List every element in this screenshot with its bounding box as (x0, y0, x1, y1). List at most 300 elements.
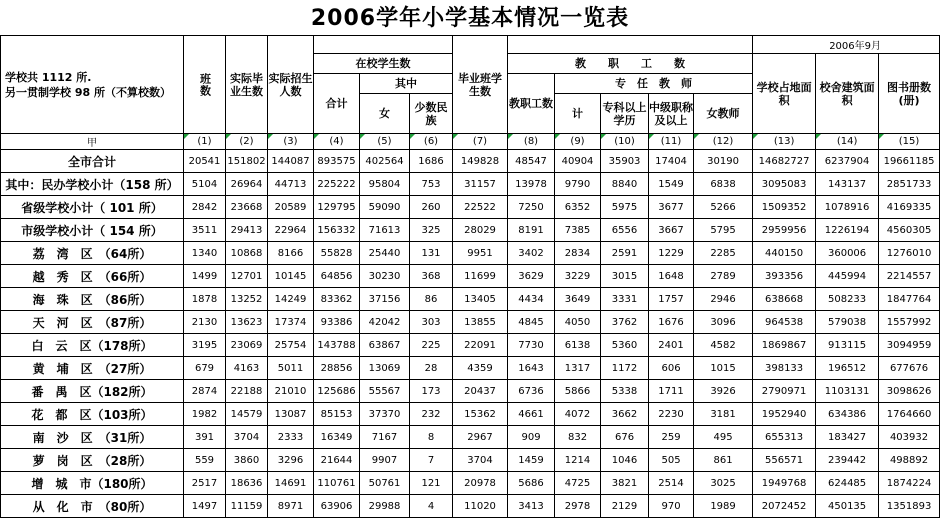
table-cell[interactable]: 1499 (184, 265, 226, 288)
row-label: 天 河 区 （87所） (1, 311, 184, 334)
table-cell[interactable]: 624485 (816, 472, 879, 495)
table-cell[interactable]: 3926 (694, 380, 753, 403)
table-cell[interactable]: 2514 (649, 472, 694, 495)
table-row (1, 196, 940, 219)
table-cell[interactable]: 232 (410, 403, 453, 426)
table-cell[interactable]: 3181 (694, 403, 753, 426)
table-cell[interactable]: 239442 (816, 449, 879, 472)
table-cell[interactable]: 4845 (508, 311, 555, 334)
table-cell[interactable]: 4163 (226, 357, 268, 380)
table-cell[interactable]: 393356 (753, 265, 816, 288)
table-cell[interactable]: 22522 (453, 196, 508, 219)
table-cell[interactable]: 5795 (694, 219, 753, 242)
table-cell[interactable]: 7167 (360, 426, 410, 449)
table-cell[interactable]: 7730 (508, 334, 555, 357)
table-cell[interactable]: 5686 (508, 472, 555, 495)
table-cell[interactable]: 8840 (601, 173, 649, 196)
table-cell[interactable]: 40904 (555, 150, 601, 173)
table-cell[interactable]: 3667 (649, 219, 694, 242)
table-cell[interactable]: 1103131 (816, 380, 879, 403)
table-cell[interactable]: 26964 (226, 173, 268, 196)
table-cell[interactable]: 2874 (184, 380, 226, 403)
table-cell[interactable]: 556571 (753, 449, 816, 472)
table-cell[interactable]: 2834 (555, 242, 601, 265)
table-cell[interactable]: 679 (184, 357, 226, 380)
table-row (1, 219, 940, 242)
table-cell[interactable]: 8166 (268, 242, 314, 265)
table-cell[interactable]: 30190 (694, 150, 753, 173)
table-cell[interactable]: 1078916 (816, 196, 879, 219)
column-index-cell: (1) (184, 134, 226, 150)
row-label: 全市合计 (1, 150, 184, 173)
table-cell[interactable]: 5338 (601, 380, 649, 403)
table-cell[interactable]: 28856 (314, 357, 360, 380)
table-cell[interactable]: 1711 (649, 380, 694, 403)
row-label: 越 秀 区 （66所） (1, 265, 184, 288)
table-cell[interactable]: 183427 (816, 426, 879, 449)
table-cell[interactable]: 3094959 (879, 334, 940, 357)
table-cell[interactable]: 50761 (360, 472, 410, 495)
table-cell[interactable]: 7385 (555, 219, 601, 242)
table-cell[interactable]: 3511 (184, 219, 226, 242)
table-cell[interactable]: 8971 (268, 495, 314, 518)
table-cell[interactable]: 893575 (314, 150, 360, 173)
table-cell[interactable]: 2967 (453, 426, 508, 449)
table-cell[interactable]: 1989 (694, 495, 753, 518)
sheet-title: 2006学年小学基本情况一览表 (310, 6, 630, 31)
table-cell[interactable]: 1676 (649, 311, 694, 334)
table-cell[interactable]: 13855 (453, 311, 508, 334)
table-cell[interactable]: 25440 (360, 242, 410, 265)
table-cell[interactable]: 5266 (694, 196, 753, 219)
table-cell[interactable]: 5104 (184, 173, 226, 196)
table-row (1, 150, 940, 173)
table-cell[interactable]: 3296 (268, 449, 314, 472)
header-of-which: 其中 (360, 74, 453, 94)
table-cell[interactable]: 131 (410, 242, 453, 265)
table-cell[interactable]: 10145 (268, 265, 314, 288)
table-cell[interactable]: 48547 (508, 150, 555, 173)
table-cell[interactable]: 59090 (360, 196, 410, 219)
table-cell[interactable]: 3762 (601, 311, 649, 334)
table-cell[interactable]: 1351893 (879, 495, 940, 518)
table-cell[interactable]: 1172 (601, 357, 649, 380)
table-cell[interactable]: 30230 (360, 265, 410, 288)
table-cell[interactable]: 1276010 (879, 242, 940, 265)
table-cell[interactable]: 12701 (226, 265, 268, 288)
header-actual-enroll: 实际招生人数 (268, 36, 314, 134)
table-cell[interactable]: 2591 (601, 242, 649, 265)
header-fulltime-group: 专 任 教 师 (555, 74, 753, 94)
table-cell[interactable]: 110761 (314, 472, 360, 495)
table-cell[interactable]: 913115 (816, 334, 879, 357)
table-cell[interactable]: 1509352 (753, 196, 816, 219)
table-row (1, 449, 940, 472)
table-cell[interactable]: 3402 (508, 242, 555, 265)
table-cell[interactable]: 13087 (268, 403, 314, 426)
table-cell[interactable]: 398133 (753, 357, 816, 380)
table-cell[interactable]: 6237904 (816, 150, 879, 173)
table-cell[interactable]: 20541 (184, 150, 226, 173)
table-cell[interactable]: 86 (410, 288, 453, 311)
table-cell[interactable]: 71613 (360, 219, 410, 242)
table-cell[interactable]: 22188 (226, 380, 268, 403)
table-cell[interactable]: 2842 (184, 196, 226, 219)
table-cell[interactable]: 20589 (268, 196, 314, 219)
table-cell[interactable]: 11159 (226, 495, 268, 518)
table-cell[interactable]: 6138 (555, 334, 601, 357)
table-cell[interactable]: 42042 (360, 311, 410, 334)
table-cell[interactable]: 3229 (555, 265, 601, 288)
table-row (1, 357, 940, 380)
row-label: 萝 岗 区 （28所） (1, 449, 184, 472)
school-count-note (1, 36, 184, 134)
table-row (1, 426, 940, 449)
table-cell[interactable]: 3860 (226, 449, 268, 472)
header-female: 女 (360, 94, 410, 134)
table-cell[interactable]: 8191 (508, 219, 555, 242)
table-cell[interactable]: 23668 (226, 196, 268, 219)
table-cell[interactable]: 9790 (555, 173, 601, 196)
table-cell[interactable]: 28029 (453, 219, 508, 242)
table-cell[interactable]: 3629 (508, 265, 555, 288)
table-cell[interactable]: 3704 (226, 426, 268, 449)
table-cell[interactable]: 677676 (879, 357, 940, 380)
table-cell[interactable]: 1340 (184, 242, 226, 265)
table-cell[interactable]: 1686 (410, 150, 453, 173)
row-label: 其中：民办学校小计（158 所） (1, 173, 184, 196)
table-cell[interactable]: 44713 (268, 173, 314, 196)
column-index-cell: (13) (753, 134, 816, 150)
table-cell[interactable]: 7 (410, 449, 453, 472)
table-cell[interactable]: 149828 (453, 150, 508, 173)
table-row (1, 495, 940, 518)
table-cell[interactable]: 4434 (508, 288, 555, 311)
table-cell[interactable]: 196512 (816, 357, 879, 380)
table-cell[interactable]: 156332 (314, 219, 360, 242)
table-cell[interactable]: 18636 (226, 472, 268, 495)
table-cell[interactable]: 4 (410, 495, 453, 518)
table-cell[interactable]: 11699 (453, 265, 508, 288)
table-cell[interactable]: 14682727 (753, 150, 816, 173)
table-cell[interactable]: 2401 (649, 334, 694, 357)
table-cell[interactable]: 17374 (268, 311, 314, 334)
table-row (1, 288, 940, 311)
table-cell[interactable]: 3095083 (753, 173, 816, 196)
table-cell[interactable]: 360006 (816, 242, 879, 265)
table-row (1, 173, 940, 196)
table-cell[interactable]: 6352 (555, 196, 601, 219)
table-cell[interactable]: 403932 (879, 426, 940, 449)
table-cell[interactable]: 16349 (314, 426, 360, 449)
table-cell[interactable]: 6556 (601, 219, 649, 242)
table-cell[interactable]: 391 (184, 426, 226, 449)
table-cell[interactable]: 1557992 (879, 311, 940, 334)
table-cell[interactable]: 173 (410, 380, 453, 403)
table-cell[interactable]: 14579 (226, 403, 268, 426)
table-cell[interactable]: 144087 (268, 150, 314, 173)
table-cell[interactable]: 225222 (314, 173, 360, 196)
header-books: 图书册数(册) (879, 54, 940, 134)
table-cell[interactable]: 29413 (226, 219, 268, 242)
table-cell[interactable]: 3015 (601, 265, 649, 288)
column-index-cell: (9) (555, 134, 601, 150)
table-cell[interactable]: 3704 (453, 449, 508, 472)
table-cell[interactable]: 85153 (314, 403, 360, 426)
table-cell[interactable]: 20437 (453, 380, 508, 403)
table-cell[interactable]: 83362 (314, 288, 360, 311)
table-cell[interactable]: 498892 (879, 449, 940, 472)
table-cell[interactable]: 832 (555, 426, 601, 449)
table-cell[interactable]: 4661 (508, 403, 555, 426)
table-cell[interactable]: 505 (649, 449, 694, 472)
header-grad-class: 毕业班学生数 (453, 36, 508, 134)
data-table (0, 35, 940, 518)
table-cell[interactable]: 861 (694, 449, 753, 472)
table-cell[interactable]: 225 (410, 334, 453, 357)
table-cell[interactable]: 10868 (226, 242, 268, 265)
row-label: 南 沙 区 （31所） (1, 426, 184, 449)
table-cell[interactable]: 440150 (753, 242, 816, 265)
table-cell[interactable]: 2214557 (879, 265, 940, 288)
table-cell[interactable]: 1226194 (816, 219, 879, 242)
header-actual-grad: 实际毕业生数 (226, 36, 268, 134)
row-label: 市级学校小计（ 154 所） (1, 219, 184, 242)
table-cell[interactable]: 1869867 (753, 334, 816, 357)
table-cell[interactable]: 1874224 (879, 472, 940, 495)
row-label: 省级学校小计（ 101 所） (1, 196, 184, 219)
row-label: 番 禺 区（182所） (1, 380, 184, 403)
table-cell[interactable]: 143137 (816, 173, 879, 196)
table-cell[interactable]: 63906 (314, 495, 360, 518)
column-index-cell: (6) (410, 134, 453, 150)
table-cell[interactable]: 14249 (268, 288, 314, 311)
table-cell[interactable]: 3649 (555, 288, 601, 311)
table-cell[interactable]: 3025 (694, 472, 753, 495)
table-cell[interactable]: 13252 (226, 288, 268, 311)
table-cell[interactable]: 25754 (268, 334, 314, 357)
table-cell[interactable]: 37370 (360, 403, 410, 426)
table-cell[interactable]: 63867 (360, 334, 410, 357)
table-cell[interactable]: 7250 (508, 196, 555, 219)
header-ft-middle: 中级职称及以上 (649, 94, 694, 134)
table-cell[interactable]: 1764660 (879, 403, 940, 426)
row-label: 荔 湾 区 （64所） (1, 242, 184, 265)
table-row (1, 403, 940, 426)
table-cell[interactable]: 655313 (753, 426, 816, 449)
table-cell[interactable]: 29988 (360, 495, 410, 518)
table-cell[interactable]: 64856 (314, 265, 360, 288)
table-cell[interactable]: 2789 (694, 265, 753, 288)
table-cell[interactable]: 1015 (694, 357, 753, 380)
table-cell[interactable]: 6838 (694, 173, 753, 196)
table-cell[interactable]: 2285 (694, 242, 753, 265)
table-cell[interactable]: 909 (508, 426, 555, 449)
table-cell[interactable]: 259 (649, 426, 694, 449)
table-cell[interactable]: 28 (410, 357, 453, 380)
column-index-cell: (4) (314, 134, 360, 150)
table-cell[interactable]: 1497 (184, 495, 226, 518)
table-cell[interactable]: 1046 (601, 449, 649, 472)
table-row (1, 334, 940, 357)
row-label: 从 化 市 （80所） (1, 495, 184, 518)
table-cell[interactable]: 753 (410, 173, 453, 196)
table-cell[interactable]: 2790971 (753, 380, 816, 403)
table-cell[interactable]: 35903 (601, 150, 649, 173)
table-cell[interactable]: 13405 (453, 288, 508, 311)
table-cell[interactable]: 606 (649, 357, 694, 380)
table-row (1, 472, 940, 495)
table-cell[interactable]: 9907 (360, 449, 410, 472)
table-cell[interactable]: 1317 (555, 357, 601, 380)
table-cell[interactable]: 1949768 (753, 472, 816, 495)
row-label: 海 珠 区 （86所） (1, 288, 184, 311)
header-ft-female: 女教师 (694, 94, 753, 134)
table-cell[interactable]: 151802 (226, 150, 268, 173)
table-cell[interactable]: 37156 (360, 288, 410, 311)
table-cell[interactable]: 676 (601, 426, 649, 449)
table-cell[interactable]: 4359 (453, 357, 508, 380)
table-cell[interactable]: 445994 (816, 265, 879, 288)
table-cell[interactable]: 55828 (314, 242, 360, 265)
table-cell[interactable]: 1459 (508, 449, 555, 472)
table-cell[interactable]: 325 (410, 219, 453, 242)
table-cell[interactable]: 4582 (694, 334, 753, 357)
table-cell[interactable]: 559 (184, 449, 226, 472)
table-row (1, 242, 940, 265)
table-cell[interactable]: 129795 (314, 196, 360, 219)
table-cell[interactable]: 4725 (555, 472, 601, 495)
table-cell[interactable]: 5360 (601, 334, 649, 357)
table-cell[interactable]: 5011 (268, 357, 314, 380)
table-cell[interactable]: 368 (410, 265, 453, 288)
table-cell[interactable]: 495 (694, 426, 753, 449)
table-cell[interactable]: 15362 (453, 403, 508, 426)
table-cell[interactable]: 2130 (184, 311, 226, 334)
table-cell[interactable]: 1549 (649, 173, 694, 196)
table-cell[interactable]: 1229 (649, 242, 694, 265)
table-cell[interactable]: 5866 (555, 380, 601, 403)
table-cell[interactable]: 121 (410, 472, 453, 495)
table-cell[interactable]: 143788 (314, 334, 360, 357)
table-cell[interactable]: 1648 (649, 265, 694, 288)
header-building-area: 校舍建筑面积 (816, 54, 879, 134)
column-index-cell: (14) (816, 134, 879, 150)
table-cell[interactable]: 638668 (753, 288, 816, 311)
table-cell[interactable]: 634386 (816, 403, 879, 426)
table-cell[interactable]: 1878 (184, 288, 226, 311)
header-staff-group: 教 职 工 数 (508, 54, 753, 74)
table-cell[interactable]: 13978 (508, 173, 555, 196)
header-ft-college: 专科以上学历 (601, 94, 649, 134)
table-cell[interactable]: 2959956 (753, 219, 816, 242)
column-index-cell: (7) (453, 134, 508, 150)
table-cell[interactable]: 1847764 (879, 288, 940, 311)
index-label: 甲 (1, 134, 184, 150)
table-cell[interactable]: 13069 (360, 357, 410, 380)
table-cell[interactable]: 3096 (694, 311, 753, 334)
table-cell[interactable]: 14691 (268, 472, 314, 495)
table-cell[interactable]: 21010 (268, 380, 314, 403)
table-cell[interactable]: 2851733 (879, 173, 940, 196)
table-cell[interactable]: 1643 (508, 357, 555, 380)
column-index-cell: (2) (226, 134, 268, 150)
table-cell[interactable]: 8 (410, 426, 453, 449)
table-cell[interactable]: 31157 (453, 173, 508, 196)
table-cell[interactable]: 450135 (816, 495, 879, 518)
table-cell[interactable]: 4050 (555, 311, 601, 334)
table-cell[interactable]: 3662 (601, 403, 649, 426)
table-cell[interactable]: 4560305 (879, 219, 940, 242)
column-index-cell: (15) (879, 134, 940, 150)
table-row (1, 265, 940, 288)
table-cell[interactable]: 508233 (816, 288, 879, 311)
table-cell[interactable]: 23069 (226, 334, 268, 357)
table-cell[interactable]: 2072452 (753, 495, 816, 518)
table-cell[interactable]: 2946 (694, 288, 753, 311)
table-cell[interactable]: 22091 (453, 334, 508, 357)
table-cell[interactable]: 3677 (649, 196, 694, 219)
header-staff-total: 教职工数 (508, 74, 555, 134)
table-cell[interactable]: 93386 (314, 311, 360, 334)
table-cell[interactable]: 95804 (360, 173, 410, 196)
table-cell[interactable]: 970 (649, 495, 694, 518)
table-cell[interactable]: 1982 (184, 403, 226, 426)
column-index-cell: (11) (649, 134, 694, 150)
table-cell[interactable]: 13623 (226, 311, 268, 334)
date-label: 2006年9月 (753, 36, 940, 54)
table-cell[interactable]: 260 (410, 196, 453, 219)
table-cell[interactable]: 1757 (649, 288, 694, 311)
table-cell[interactable]: 55567 (360, 380, 410, 403)
table-cell[interactable]: 4169335 (879, 196, 940, 219)
table-cell[interactable]: 4072 (555, 403, 601, 426)
table-cell[interactable]: 2517 (184, 472, 226, 495)
table-cell[interactable]: 1952940 (753, 403, 816, 426)
table-row (1, 311, 940, 334)
table-cell[interactable]: 22964 (268, 219, 314, 242)
column-index-cell: (10) (601, 134, 649, 150)
table-cell[interactable]: 5975 (601, 196, 649, 219)
table-cell[interactable]: 579038 (816, 311, 879, 334)
table-cell[interactable]: 20978 (453, 472, 508, 495)
table-cell[interactable]: 125686 (314, 380, 360, 403)
table-cell[interactable]: 3098626 (879, 380, 940, 403)
table-cell[interactable]: 1214 (555, 449, 601, 472)
table-cell[interactable]: 19661185 (879, 150, 940, 173)
table-cell[interactable]: 17404 (649, 150, 694, 173)
column-index-row (1, 134, 940, 150)
header-ft-total: 计 (555, 94, 601, 134)
table-cell[interactable]: 2129 (601, 495, 649, 518)
table-cell[interactable]: 2230 (649, 403, 694, 426)
table-cell[interactable]: 964538 (753, 311, 816, 334)
table-cell[interactable]: 3195 (184, 334, 226, 357)
table-cell[interactable]: 11020 (453, 495, 508, 518)
column-index-cell: (5) (360, 134, 410, 150)
table-cell[interactable]: 6736 (508, 380, 555, 403)
table-cell[interactable]: 2333 (268, 426, 314, 449)
table-cell[interactable]: 3821 (601, 472, 649, 495)
table-cell[interactable]: 2978 (555, 495, 601, 518)
row-label: 白 云 区（178所） (1, 334, 184, 357)
table-cell[interactable]: 303 (410, 311, 453, 334)
table-cell[interactable]: 9951 (453, 242, 508, 265)
table-cell[interactable]: 402564 (360, 150, 410, 173)
table-cell[interactable]: 3413 (508, 495, 555, 518)
table-cell[interactable]: 21644 (314, 449, 360, 472)
table-cell[interactable]: 3331 (601, 288, 649, 311)
